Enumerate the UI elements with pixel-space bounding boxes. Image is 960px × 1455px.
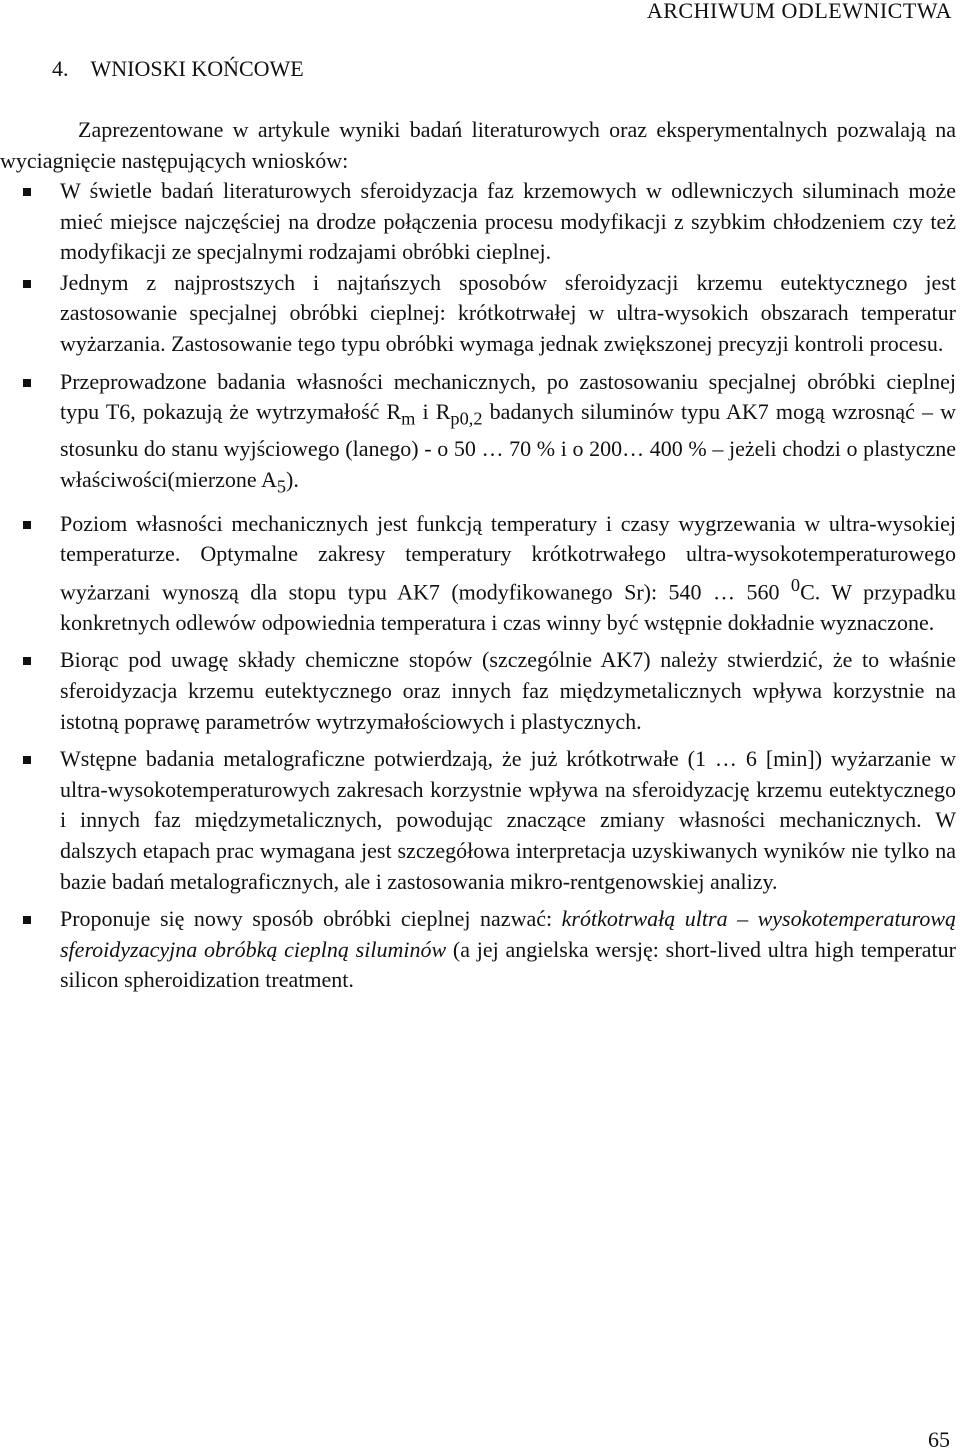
list-item (0, 744, 956, 897)
conclusion-text: Poziom własności mechanicznych jest funkcją temperatury i czasy wygrzewania w ultra-wysokiej temperaturze. Optymalne zakresy temperatury krótkotrwałego ultra-wysokotemperaturowego wyżarzani wynoszą dla stopu typu AK7 (modyfikowanego Sr): 540 … 560 (60, 510, 956, 605)
list-item (0, 904, 956, 996)
intro-paragraph: Zaprezentowane w artykule wyniki badań literaturowych oraz eksperymentalnych pozwalają na wyciagnięcie następujących wniosków: (0, 117, 956, 173)
list-item (0, 645, 956, 737)
section-heading (52, 56, 304, 82)
square-bullet-icon (23, 280, 31, 288)
list-item (0, 268, 956, 360)
list-item (0, 509, 956, 639)
conclusion-text: Przeprowadzone badania własności mechanicznych, po zastosowaniu specjalnej obróbki cieplnej typu T6, pokazują że wytrzymałość R (60, 368, 956, 425)
section-number: 4. (52, 56, 69, 81)
conclusion-text: Jednym z najprostszych i najtańszych sposobów sferoidyzacji krzemu eutektycznego jest zastosowanie specjalnej obróbki cieplnej: krótkotrwałej w ultra-wysokich obszarach temperatur wyżarzania. Zastosowanie tego typu obróbki wymaga jednak zwiększonej precyzji kontroli procesu. (60, 269, 956, 356)
proposed-name-italic: krótkotrwałą ultra – wysokotemperaturową sferoidyzacyjna obróbką cieplną siluminów (60, 906, 957, 962)
square-bullet-icon (23, 916, 31, 924)
conclusions-list (0, 176, 956, 996)
square-bullet-icon (23, 756, 31, 764)
page-number: 65 (928, 1427, 950, 1452)
conclusion-text: C. W przypadku konkretnych odlewów odpowiednia temperatura i czas winny być wstępnie dokładnie wyznaczone. (60, 579, 956, 635)
square-bullet-icon (23, 379, 31, 387)
running-head-journal: ARCHIWUM ODLEWNICTWA (646, 0, 952, 23)
conclusion-text: Biorąc pod uwagę składy chemiczne stopów (szczególnie AK7) należy stwierdzić, że to właśnie sferoidyzacja krzemu eutektycznego oraz innych faz międzymetalicznych wpływa korzystnie na istotną poprawę parametrów wytrzymałościowych i plastycznych. (60, 647, 956, 734)
superscript-degree: 0 (790, 574, 801, 595)
conclusion-text: i R (415, 399, 451, 425)
conclusion-text: Wstępne badania metalograficzne potwierdzają, że już krótkotrwałe (1 … 6 [min]) wyżarzanie w ultra-wysokotemperaturowych zakresach korzystnie wpływa na sferoidyzację krzemu eutektycznego i innych faz międzymetalicznych, powodując znaczące zmiany własności mechanicznych. W dalszych etapach prac wymagana jest szczegółowa interpretacja uzyskiwanych wyników nie tylko na bazie badań metalograficznych, ale i zastosowania mikro-rentgenowskiej analizy. (60, 746, 956, 894)
list-item (0, 176, 956, 268)
subscript-5: 5 (276, 476, 287, 497)
subscript-p02: p0,2 (450, 408, 483, 429)
conclusion-text: Proponuje się nowy sposób obróbki cieplnej nazwać: (60, 906, 562, 932)
conclusion-text: W świetle badań literaturowych sferoidyzacja faz krzemowych w odlewniczych siluminach może mieć miejsce najczęściej na drodze połączenia procesu modyfikacji z szybkim chłodzeniem czy też modyfikacji ze specjalnymi rodzajami obróbki cieplnej. (60, 178, 956, 265)
square-bullet-icon (23, 657, 31, 665)
conclusion-text: ). (286, 466, 299, 492)
square-bullet-icon (23, 188, 31, 196)
list-item (0, 367, 956, 502)
subscript-m: m (401, 408, 416, 429)
section-title: WNIOSKI KOŃCOWE (90, 56, 304, 81)
document-body (0, 114, 956, 1003)
conclusion-text: (a jej angielska wersję: short-lived ultra high temperatur silicon spheroidization treatment. (60, 936, 956, 993)
conclusion-text: badanych siluminów typu AK7 mogą wzrosnąć – w stosunku do stanu wyjściowego (lanego) - o 50 … 70 % i o 200… 400 % – jeżeli chodzi o plastyczne właściwości(mierzone A (60, 399, 956, 492)
square-bullet-icon (23, 521, 31, 529)
